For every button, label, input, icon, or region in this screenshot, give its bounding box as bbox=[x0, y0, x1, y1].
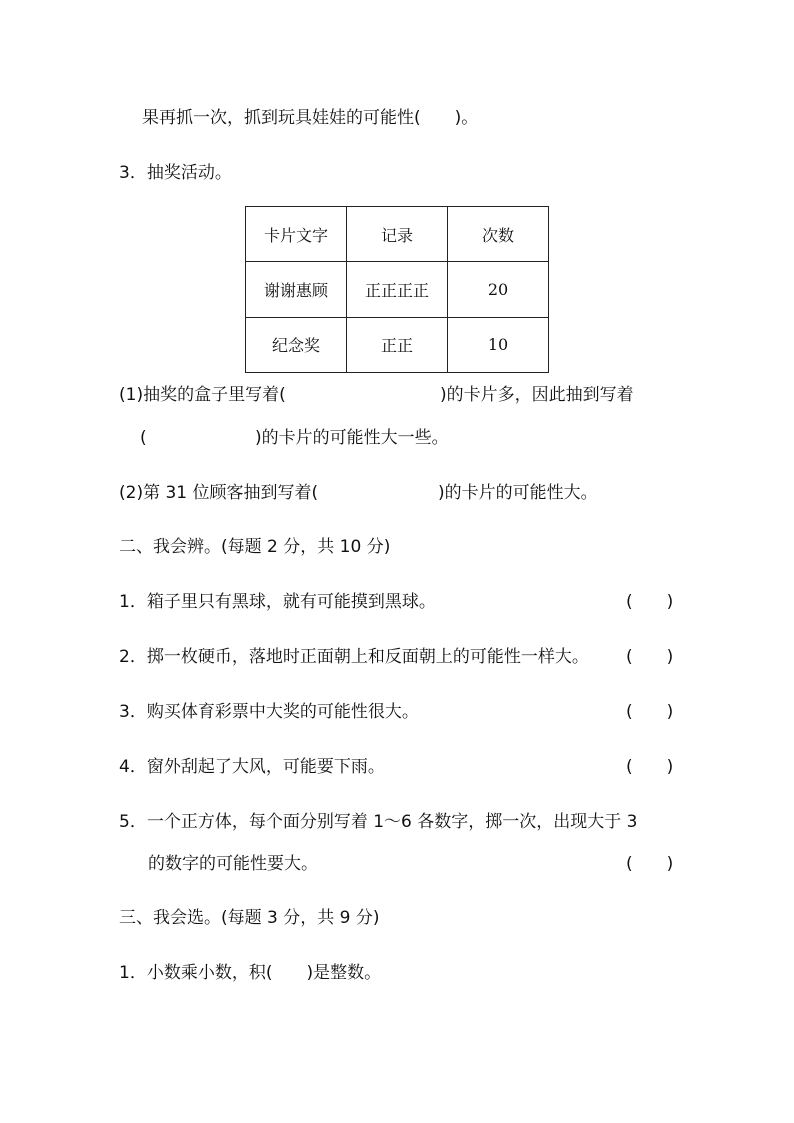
table-cell: 正正 bbox=[347, 317, 448, 372]
judge-item-1: 1．箱子里只有黑球，就有可能摸到黑球。 bbox=[119, 592, 436, 612]
table-header-row bbox=[246, 207, 549, 262]
answer-blank[interactable]: ( ) bbox=[626, 592, 674, 612]
judge-item-5-continuation: 的数字的可能性要大。 bbox=[148, 854, 318, 874]
table-cell: 正正正正 bbox=[347, 262, 448, 317]
table-cell: 20 bbox=[448, 262, 549, 317]
q3-part1-line2-start: ( bbox=[140, 428, 147, 448]
table-cell: 10 bbox=[448, 317, 549, 372]
answer-blank[interactable]: ( ) bbox=[626, 647, 674, 667]
judge-item-4: 4．窗外刮起了大风，可能要下雨。 bbox=[119, 757, 385, 777]
q3-part1-line1-start: (1)抽奖的盒子里写着( bbox=[119, 385, 286, 405]
choice-question-1: 1．小数乘小数，积( )是整数。 bbox=[119, 963, 382, 983]
q3-title: 3．抽奖活动。 bbox=[119, 163, 232, 183]
table-header: 次数 bbox=[448, 207, 549, 262]
section2-heading: 二、我会辨。(每题 2 分，共 10 分) bbox=[119, 537, 391, 557]
table-row bbox=[246, 317, 549, 372]
lottery-table bbox=[245, 206, 549, 373]
table-cell: 纪念奖 bbox=[246, 317, 347, 372]
judge-item-3: 3．购买体育彩票中大奖的可能性很大。 bbox=[119, 702, 419, 722]
table-header: 记录 bbox=[347, 207, 448, 262]
answer-blank[interactable]: ( ) bbox=[626, 702, 674, 722]
table-row bbox=[246, 262, 549, 317]
q2-continuation: 果再抓一次，抓到玩具娃娃的可能性( )。 bbox=[142, 108, 479, 128]
q3-part1-line2-end: )的卡片的可能性大一些。 bbox=[255, 428, 449, 448]
q3-part2-end: )的卡片的可能性大。 bbox=[438, 483, 598, 503]
judge-item-5: 5．一个正方体，每个面分别写着 1～6 各数字，掷一次，出现大于 3 bbox=[119, 812, 638, 832]
judge-item-2: 2．掷一枚硬币，落地时正面朝上和反面朝上的可能性一样大。 bbox=[119, 647, 589, 667]
answer-blank[interactable]: ( ) bbox=[626, 854, 674, 874]
section3-heading: 三、我会选。(每题 3 分，共 9 分) bbox=[119, 908, 380, 928]
q3-part2-start: (2)第 31 位顾客抽到写着( bbox=[119, 483, 319, 503]
table-cell: 谢谢惠顾 bbox=[246, 262, 347, 317]
answer-blank[interactable]: ( ) bbox=[626, 757, 674, 777]
q3-part1-line1-end: )的卡片多，因此抽到写着 bbox=[440, 385, 634, 405]
table-header: 卡片文字 bbox=[246, 207, 347, 262]
